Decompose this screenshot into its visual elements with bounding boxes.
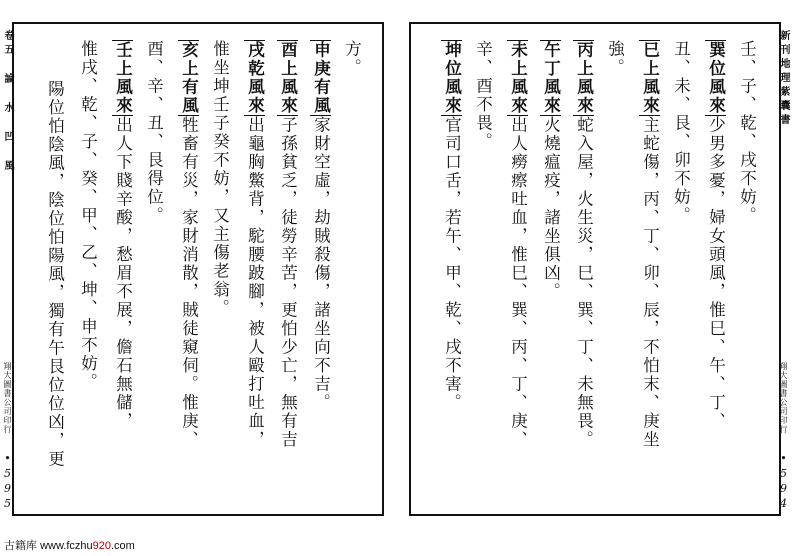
column-text: 牲畜有災，家財消散，賊徒窺伺。惟庚、 [179,116,199,449]
column-text: 官司口舌，若午、甲、乾、戌不害。 [442,116,462,412]
keyword-heading: 戌乾風來 [245,41,265,115]
site-url-prefix: www.fczhu [40,540,93,552]
text-column [474,40,491,151]
keyword-heading: 坤位風來 [442,41,462,115]
text-column [343,40,360,77]
column-text: 壬、子、乾、戌不妨。 [737,40,757,225]
text-column [573,40,594,449]
column-text: 少男多憂，婦女頭風，惟巳、午、丁、 [706,116,726,431]
text-column [639,40,660,449]
site-url-suffix: .com [111,540,135,552]
keyword-heading: 丙上風來 [574,41,594,115]
column-text: 蛇入屋，火生災，巳、巽、丁、未無畏。 [574,116,594,449]
column-text: 強。 [605,40,625,77]
keyword-heading: 酉上風來 [278,41,298,115]
text-column [738,40,755,225]
column-text: 辛、酉不畏。 [473,40,493,151]
text-column [79,40,96,392]
right-margin-title: 新刊地理紫囊書 [778,30,789,128]
keyword-heading: 壬上風來 [113,41,133,115]
column-text: 出人癆瘵吐血，惟巳、巽、丙、丁、庚、 [508,116,528,449]
keyword-heading: 未上風來 [508,41,528,115]
column-text: 主蛇傷，丙、丁、卯、辰，不怕末、庚坐 [640,116,660,449]
column-text: 子孫貧乏，徒勞辛苦，更怕少亡，無有吉 [278,116,298,449]
text-column [441,40,462,412]
keyword-heading: 巳上風來 [640,41,660,115]
text-column [46,80,63,469]
text-column [606,40,623,77]
right-margin-publisher: 翔大圖書公司印行 [779,362,788,434]
column-text: 惟坐坤壬子癸不妨，又主傷老翁。 [210,40,230,318]
text-column [178,40,199,449]
column-text: 家財空虛，劫賊殺傷，諸坐向不吉。 [311,116,331,412]
site-watermark-footer [4,537,135,553]
keyword-heading: 午丁風來 [541,41,561,115]
left-page-number: •595 [1,452,14,512]
keyword-heading: 巽位風來 [706,41,726,115]
column-text: 酉、辛、丑、艮得位。 [144,40,164,225]
column-text: 方。 [342,40,362,77]
column-text: 出龜胸鱉背，駝腰跛腳，被人毆打吐血， [245,116,265,449]
text-column [540,40,561,301]
text-column [145,40,162,225]
column-text: 惟戌、乾、子、癸、甲、乙、坤、申不妨。 [78,40,98,392]
keyword-heading: 亥上有風 [179,41,199,115]
keyword-heading: 申庚有風 [311,41,331,115]
text-column [211,40,228,318]
column-text: 出人下賤辛酸，愁眉不展，儋石無儲， [113,116,133,431]
site-url-number: 920 [92,540,111,552]
text-column [507,40,528,449]
text-column [277,40,298,449]
column-text: 陽位怕陰風，陰位怕陽風，獨有午艮位位凶，更 [45,80,65,469]
left-margin-publisher: 翔大圖書公司印行 [3,362,12,434]
text-column [310,40,331,412]
column-text: 火燒瘟疫，諸坐俱凶。 [541,116,561,301]
text-column [672,40,689,225]
text-column [705,40,726,431]
column-text: 丑、未、艮、卯不妨。 [671,40,691,225]
site-name: 古籍库 [4,540,37,552]
right-page-number: •594 [777,452,790,512]
left-margin-title: 卷五 論 水 凹 風 [2,30,13,174]
text-column [244,40,265,449]
text-column [112,40,133,431]
